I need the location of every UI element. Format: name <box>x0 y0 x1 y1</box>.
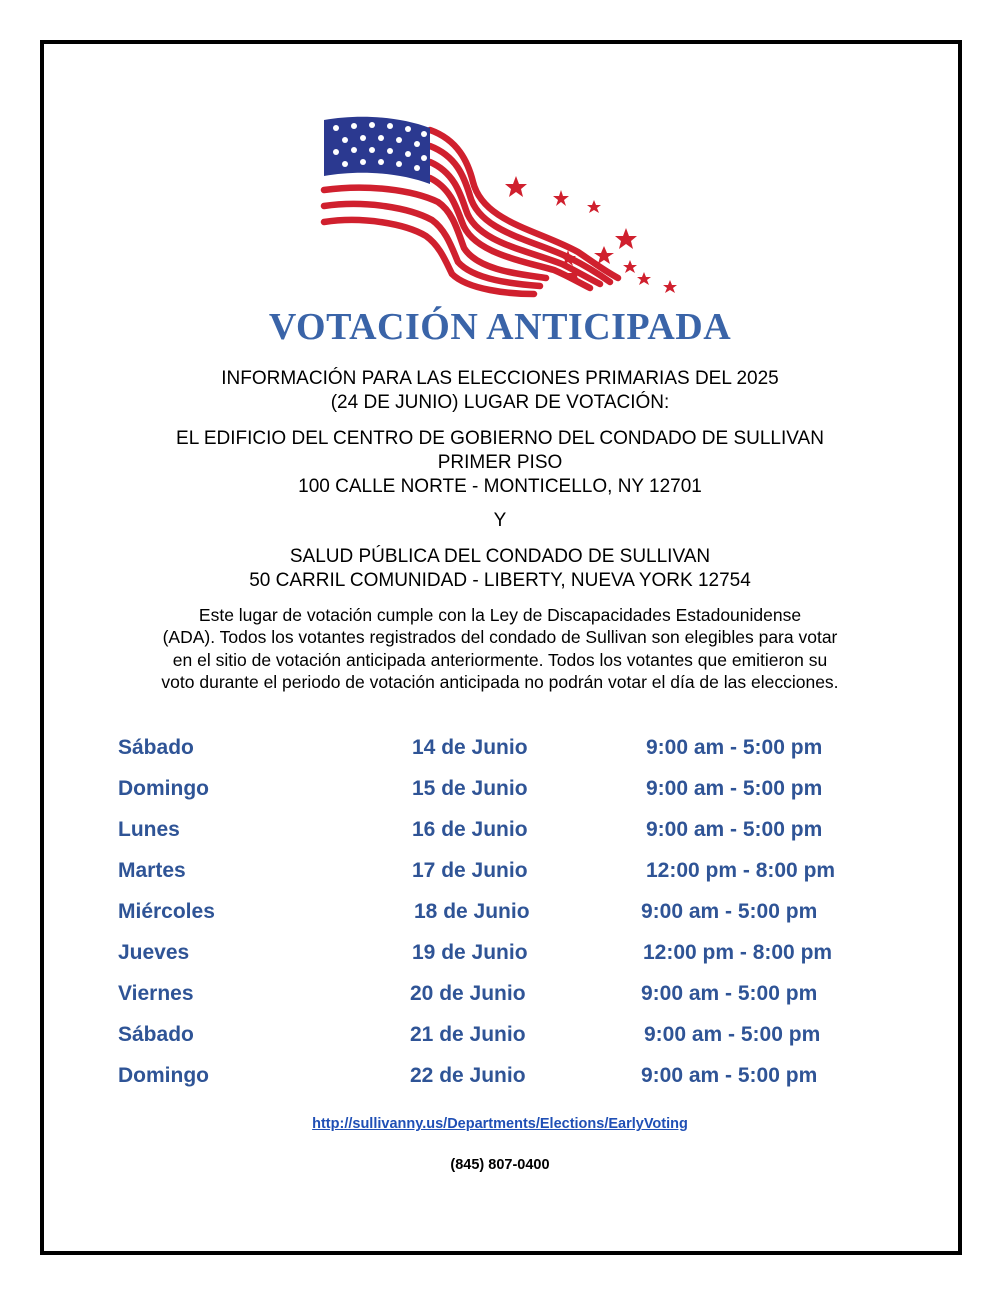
schedule-row <box>0 1064 1000 1094</box>
schedule-day: Miércoles <box>118 900 215 923</box>
schedule-hours: 9:00 am - 5:00 pm <box>646 818 823 841</box>
schedule-row <box>0 736 1000 766</box>
schedule-date: 19 de Junio <box>412 941 528 964</box>
schedule-row <box>0 900 1000 930</box>
schedule-row <box>0 777 1000 807</box>
schedule-row <box>0 1023 1000 1053</box>
info-line-1: INFORMACIÓN PARA LAS ELECCIONES PRIMARIAS DEL 2025 <box>221 368 779 389</box>
schedule-date: 20 de Junio <box>410 982 526 1005</box>
location-1-address: 100 CALLE NORTE - MONTICELLO, NY 12701 <box>298 476 702 497</box>
schedule-hours: 9:00 am - 5:00 pm <box>644 1023 821 1046</box>
location-2-address: 50 CARRIL COMUNIDAD - LIBERTY, NUEVA YORK 12754 <box>249 570 751 591</box>
schedule-day: Jueves <box>118 941 190 964</box>
info-line-2: (24 DE JUNIO) LUGAR DE VOTACIÓN: <box>330 392 670 413</box>
schedule-row <box>0 982 1000 1012</box>
schedule-day: Lunes <box>118 818 180 841</box>
schedule-row <box>0 941 1000 971</box>
schedule-hours: 9:00 am - 5:00 pm <box>641 900 818 923</box>
schedule-date: 15 de Junio <box>412 777 528 800</box>
schedule-hours: 12:00 pm - 8:00 pm <box>643 941 833 964</box>
schedule-date: 18 de Junio <box>414 900 530 923</box>
schedule-day: Domingo <box>118 1064 209 1087</box>
location-2-name: SALUD PÚBLICA DEL CONDADO DE SULLIVAN <box>289 546 711 567</box>
description-line: en el sitio de votación anticipada anteriormente. Todos los votantes que emitieron su <box>172 649 828 670</box>
schedule-hours: 9:00 am - 5:00 pm <box>646 777 823 800</box>
schedule-hours: 9:00 am - 5:00 pm <box>641 982 818 1005</box>
schedule-date: 22 de Junio <box>410 1064 526 1087</box>
schedule-day: Martes <box>118 859 186 882</box>
schedule-date: 21 de Junio <box>410 1023 526 1046</box>
ada-description <box>110 604 890 693</box>
schedule-row <box>0 818 1000 848</box>
phone-number: (845) 807-0400 <box>450 1157 550 1173</box>
early-voting-link[interactable]: http://sullivanny.us/Departments/Elections/EarlyVoting <box>312 1116 688 1132</box>
american-flag-icon <box>318 112 688 302</box>
schedule-hours: 9:00 am - 5:00 pm <box>641 1064 818 1087</box>
schedule-day: Sábado <box>118 736 194 759</box>
schedule-hours: 9:00 am - 5:00 pm <box>646 736 823 759</box>
schedule-hours: 12:00 pm - 8:00 pm <box>646 859 836 882</box>
schedule-day: Domingo <box>118 777 209 800</box>
schedule-date: 17 de Junio <box>412 859 528 882</box>
description-line: Este lugar de votación cumple con la Ley de Discapacidades Estadounidense <box>198 605 802 625</box>
page-title: VOTACIÓN ANTICIPADA <box>268 306 732 348</box>
description-line: voto durante el periodo de votación anticipada no podrán votar el día de las elecciones. <box>161 671 839 692</box>
schedule-date: 14 de Junio <box>412 736 528 759</box>
schedule-day: Sábado <box>118 1023 194 1046</box>
description-line: (ADA). Todos los votantes registrados del condado de Sullivan son elegibles para votar <box>162 627 838 648</box>
conjunction: Y <box>493 510 507 531</box>
schedule-row <box>0 859 1000 889</box>
schedule-day: Viernes <box>118 982 194 1005</box>
location-1-name: EL EDIFICIO DEL CENTRO DE GOBIERNO DEL CONDADO DE SULLIVAN <box>176 428 824 449</box>
schedule-date: 16 de Junio <box>412 818 528 841</box>
location-1-floor: PRIMER PISO <box>437 452 563 473</box>
